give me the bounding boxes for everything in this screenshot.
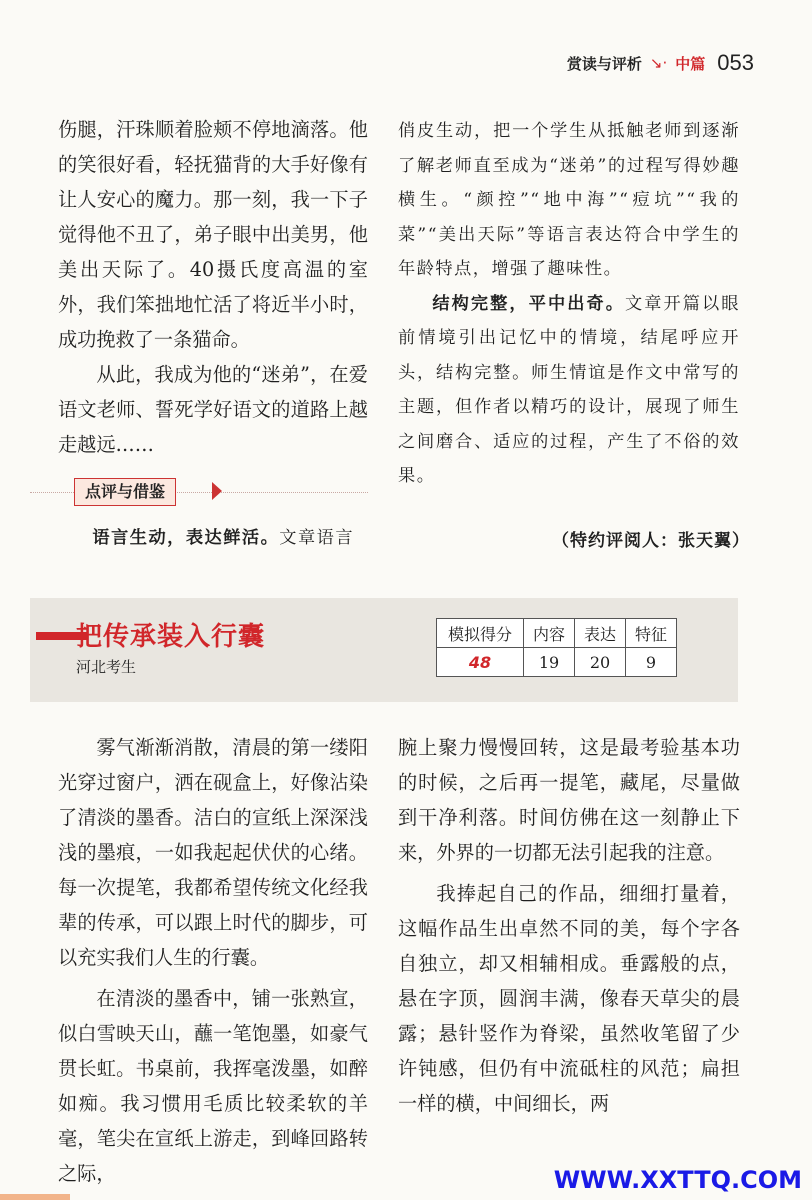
score-header: 内容 <box>524 619 575 648</box>
review-paragraph: 俏皮生动，把一个学生从抵触老师到逐渐了解老师直至成为“迷弟”的过程写得妙趣横生。“颜控”“地中海”“痘坑”“我的菜”“美出天际”等语言表达符合中学生的年龄特点，增强了趣味性。 <box>398 121 740 279</box>
score-value: 20 <box>575 648 626 677</box>
score-label: 模拟得分 <box>437 619 524 648</box>
review-text: 文章语言 <box>279 528 355 548</box>
review-label: 点评与借鉴 <box>74 478 176 506</box>
essay-paragraph: 我捧起自己的作品，细细打量着，这幅作品生出卓然不同的美，每个字各自独立，却又相辅相成。垂露般的点，悬在字顶，圆润丰满，像春天草尖的晨露；悬针竖作为脊梁，虽然收笔留了少许钝感，但仍有中流砥柱的风范；扁担一样的横，中间细长，两 <box>398 882 740 1115</box>
part-name: 中篇 <box>675 54 706 73</box>
essay-paragraph: 腕上聚力慢慢回转，这是最考验基本功的时候，之后再一提笔，藏尾，尽量做到干净利落。时间仿佛在这一刻静止下来，外界的一切都无法引起我的注意。 <box>398 736 740 864</box>
essay-title: 把传承装入行囊 <box>76 622 266 652</box>
review-section-header <box>30 478 368 508</box>
prev-essay-column <box>58 112 368 462</box>
total-score: 48 <box>437 648 524 677</box>
site-watermark: WWW.XXTTQ.COM <box>553 1166 802 1194</box>
review-paragraph <box>58 521 368 556</box>
page-header <box>567 48 754 78</box>
essay-banner <box>30 598 738 702</box>
prev-essay-paragraph: 从此，我成为他的“迷弟”，在爱语文老师、誓死学好语文的道路上越走越远…… <box>58 363 368 456</box>
score-value: 9 <box>626 648 677 677</box>
prev-essay-paragraph: 伤腿，汗珠顺着脸颊不停地滴落。他的笑很好看，轻抚猫背的大手好像有让人安心的魔力。那一刻，我一下子觉得他不丑了，弟子眼中出美男，他美出天际了。40摄氏度高温的室外，我们笨拙地忙活了将近半小时，成功挽救了一条猫命。 <box>58 118 368 351</box>
review-left-column <box>58 521 368 556</box>
section-name: 赏读与评析 <box>566 54 642 73</box>
label-corner-icon <box>212 482 222 500</box>
header-separator-icon: ↘· <box>649 54 668 72</box>
essay-right-column <box>398 730 740 1121</box>
reviewer-signature: （特约评阅人：张天翼） <box>552 531 750 551</box>
review-paragraph <box>398 287 740 494</box>
review-right-column <box>398 114 740 494</box>
score-header: 特征 <box>626 619 677 648</box>
essay-left-column <box>58 730 368 1191</box>
essay-paragraph: 在清淡的墨香中，铺一张熟宣，似白雪映天山，蘸一笔饱墨，如豪气贯长虹。书桌前，我挥毫泼墨，如醉如痴。我习惯用毛质比较柔软的羊毫，笔尖在宣纸上游走，到峰回路转之际， <box>58 987 368 1185</box>
page-number: 053 <box>717 50 754 75</box>
essay-paragraph: 雾气渐渐消散，清晨的第一缕阳光穿过窗户，洒在砚盒上，好像沾染了清淡的墨香。洁白的宣纸上深深浅浅的墨痕，一如我起起伏伏的心绪。每一次提笔，我都希望传统文化经我辈的传承，可以跟上时代的脚步，可以充实我们人生的行囊。 <box>58 736 368 969</box>
essay-author: 河北考生 <box>76 658 137 676</box>
score-table <box>436 618 677 677</box>
score-value: 19 <box>524 648 575 677</box>
review-heading: 语言生动，表达鲜活。 <box>92 528 280 548</box>
score-header: 表达 <box>575 619 626 648</box>
review-heading: 结构完整，平中出奇。 <box>432 293 625 314</box>
bottom-decoration <box>0 1194 70 1200</box>
review-text: 文章开篇以眼前情境引出记忆中的情境，结尾呼应开头，结构完整。师生情谊是作文中常写的主题，但作者以精巧的设计，展现了师生之间磨合、适应的过程，产生了不俗的效果。 <box>398 293 740 486</box>
